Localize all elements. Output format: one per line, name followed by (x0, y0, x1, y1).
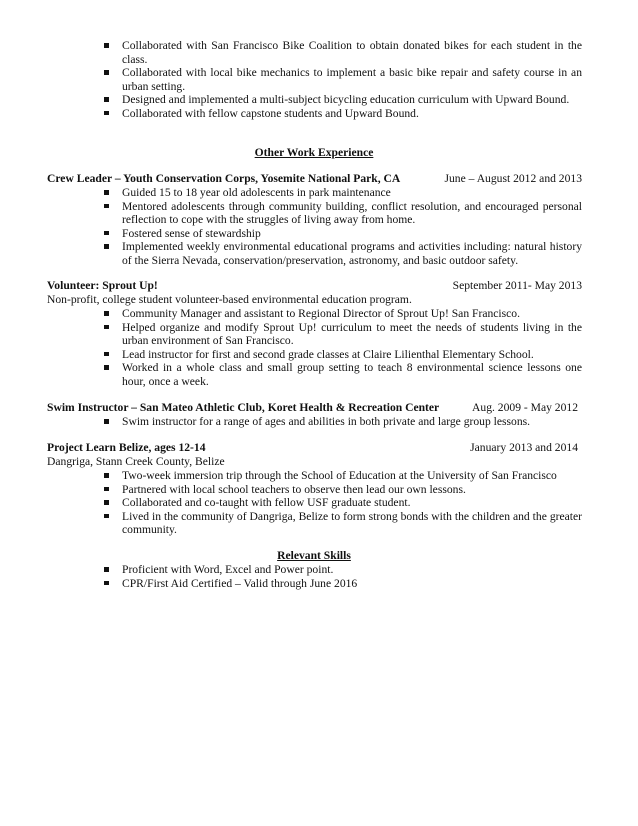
bullet-icon (104, 311, 109, 316)
list-item: Mentored adolescents through community building, conflict resolution, and encouraged personal reflection to cope with the struggles of living away from home. (122, 200, 582, 227)
swim-instructor-bullet-list (122, 415, 582, 429)
job-header-crew-leader (47, 172, 582, 186)
list-item: Collaborated with San Francisco Bike Coalition to obtain donated bikes for each student in the class. (122, 39, 582, 66)
job-subtitle: Dangriga, Stann Creek County, Belize (47, 455, 225, 468)
list-item: Helped organize and modify Sprout Up! curriculum to meet the needs of students living in the urban environment of San Francisco. (122, 321, 582, 348)
job-title: Volunteer: Sprout Up! (47, 279, 158, 292)
list-item: CPR/First Aid Certified – Valid through June 2016 (122, 577, 582, 591)
list-item: Partnered with local school teachers to observe then lead our own lessons. (122, 483, 582, 497)
bullet-icon (104, 352, 109, 357)
bullet-icon (104, 487, 109, 492)
crew-leader-bullet-list (122, 186, 582, 268)
bullet-icon (104, 231, 109, 236)
relevant-skills-heading: Relevant Skills (277, 549, 351, 562)
bullet-icon (104, 111, 109, 116)
job-title: Crew Leader – Youth Conservation Corps, Yosemite National Park, CA (47, 172, 401, 185)
bullet-icon (104, 43, 109, 48)
job-dates: June – August 2012 and 2013 (444, 172, 582, 185)
job-header-swim-instructor (47, 401, 578, 415)
list-item: Collaborated with fellow capstone students and Upward Bound. (122, 107, 582, 121)
bullet-icon (104, 473, 109, 478)
bullet-icon (104, 500, 109, 505)
bullet-icon (104, 365, 109, 370)
bullet-icon (104, 190, 109, 195)
list-item: Guided 15 to 18 year old adolescents in park maintenance (122, 186, 582, 200)
skills-bullet-list (122, 563, 582, 590)
job-title: Project Learn Belize, ages 12-14 (47, 441, 206, 454)
bullet-icon (104, 567, 109, 572)
other-work-heading: Other Work Experience (254, 146, 374, 159)
bullet-icon (104, 97, 109, 102)
job-title: Swim Instructor – San Mateo Athletic Club, Koret Health & Recreation Center (47, 401, 440, 414)
list-item: Fostered sense of stewardship (122, 227, 582, 241)
bullet-icon (104, 325, 109, 330)
bullet-icon (104, 244, 109, 249)
bullet-icon (104, 581, 109, 586)
list-item: Proficient with Word, Excel and Power point. (122, 563, 582, 577)
list-item: Lead instructor for first and second grade classes at Claire Lilienthal Elementary School. (122, 348, 582, 362)
list-item: Worked in a whole class and small group setting to teach 8 environmental science lessons one hour, once a week. (122, 361, 582, 388)
job-dates: January 2013 and 2014 (470, 441, 578, 454)
list-item: Designed and implemented a multi-subject bicycling education curriculum with Upward Bound. (122, 93, 582, 107)
list-item: Community Manager and assistant to Regional Director of Sprout Up! San Francisco. (122, 307, 582, 321)
list-item: Collaborated and co-taught with fellow USF graduate student. (122, 496, 582, 510)
job-header-project-learn-belize (47, 441, 578, 455)
project-learn-belize-bullet-list (122, 469, 582, 537)
bullet-icon (104, 70, 109, 75)
list-item: Two-week immersion trip through the School of Education at the University of San Francisco (122, 469, 582, 483)
job-dates: September 2011- May 2013 (452, 279, 582, 292)
job-header-sprout-up (47, 279, 582, 293)
bullet-icon (104, 204, 109, 209)
job-dates: Aug. 2009 - May 2012 (472, 401, 578, 414)
bullet-icon (104, 514, 109, 519)
list-item: Lived in the community of Dangriga, Belize to form strong bonds with the children and the greater community. (122, 510, 582, 537)
sprout-up-bullet-list (122, 307, 582, 389)
job-subtitle: Non-profit, college student volunteer-based environmental education program. (47, 293, 412, 306)
list-item: Implemented weekly environmental educational programs and activities including: natural history of the Sierra Nevada, conservation/preservation, astronomy, and basic outdoor safety. (122, 240, 582, 267)
list-item: Collaborated with local bike mechanics to implement a basic bike repair and safety course in an urban setting. (122, 66, 582, 93)
intro-bullet-list (122, 39, 582, 121)
list-item: Swim instructor for a range of ages and abilities in both private and large group lessons. (122, 415, 582, 429)
bullet-icon (104, 419, 109, 424)
